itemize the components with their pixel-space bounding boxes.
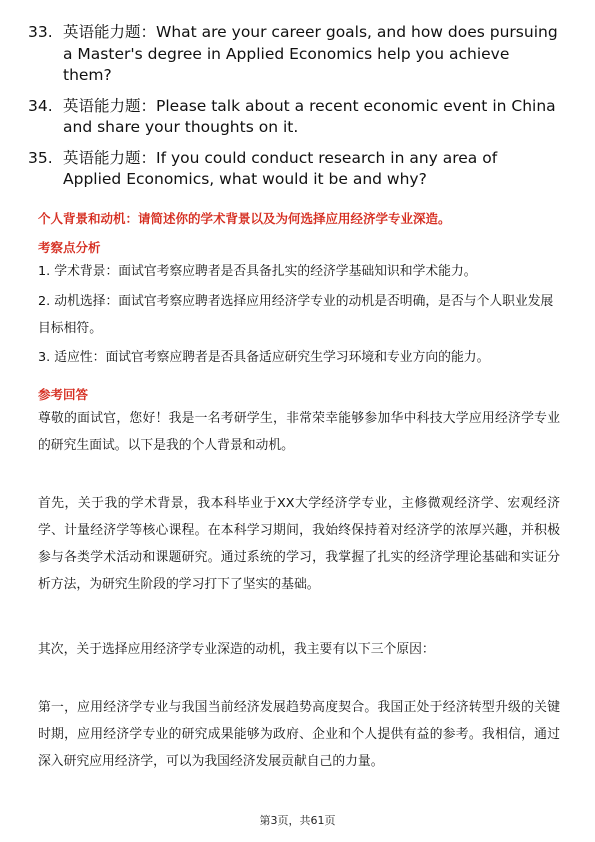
question-text: 英语能力题：Please talk about a recent economic event in China and share your thoughts on it. — [63, 96, 556, 136]
analysis-item: 2. 动机选择：面试官考察应聘者选择应用经济学专业的动机是否明确，是否与个人职业发展目标相符。 — [38, 294, 554, 336]
analysis-heading: 考察点分析 — [38, 240, 101, 255]
answer-paragraph: 其次，关于选择应用经济学专业深造的动机，我主要有以下三个原因： — [38, 642, 435, 657]
answer-paragraph: 尊敬的面试官，您好！我是一名考研学生，非常荣幸能够参加华中科技大学应用经济学专业的研究生面试。以下是我的个人背景和动机。 — [38, 411, 560, 453]
answer-heading: 参考回答 — [38, 387, 89, 402]
answer-paragraph: 首先，关于我的学术背景，我本科毕业于XX大学经济学专业，主修微观经济学、宏观经济学、计量经济学等核心课程。在本科学习期间，我始终保持着对经济学的浓厚兴趣，并积极参与各类学术活动和课题研究。通过系统的学习，我掌握了扎实的经济学理论基础和实证分析方法，为研究生阶段的学习打下了坚实的基础。 — [38, 496, 560, 592]
question-text: 英语能力题：What are your career goals, and how does pursuing a Master's degree in Applied Economics help you achieve them? — [63, 23, 558, 84]
question-number: 34. — [28, 96, 53, 115]
page-footer: 第3页，共61页 — [259, 814, 336, 827]
question-item — [28, 96, 558, 139]
question-list — [28, 22, 558, 200]
question-item — [28, 22, 558, 87]
section-title: 个人背景和动机：请简述你的学术背景以及为何选择应用经济学专业深造。 — [38, 211, 451, 226]
analysis-item: 1. 学术背景：面试官考察应聘者是否具备扎实的经济学基础知识和学术能力。 — [38, 264, 477, 279]
question-item — [28, 148, 558, 191]
answer-paragraph: 第一，应用经济学专业与我国当前经济发展趋势高度契合。我国正处于经济转型升级的关键时期，应用经济学专业的研究成果能够为政府、企业和个人提供有益的参考。我相信，通过深入研究应用经济学，可以为我国经济发展贡献自己的力量。 — [38, 700, 560, 769]
question-number: 35. — [28, 148, 53, 167]
question-text: 英语能力题：If you could conduct research in any area of Applied Economics, what would it be and why? — [63, 148, 498, 188]
analysis-item: 3. 适应性：面试官考察应聘者是否具备适应研究生学习环境和专业方向的能力。 — [38, 350, 490, 365]
question-number: 33. — [28, 23, 53, 41]
